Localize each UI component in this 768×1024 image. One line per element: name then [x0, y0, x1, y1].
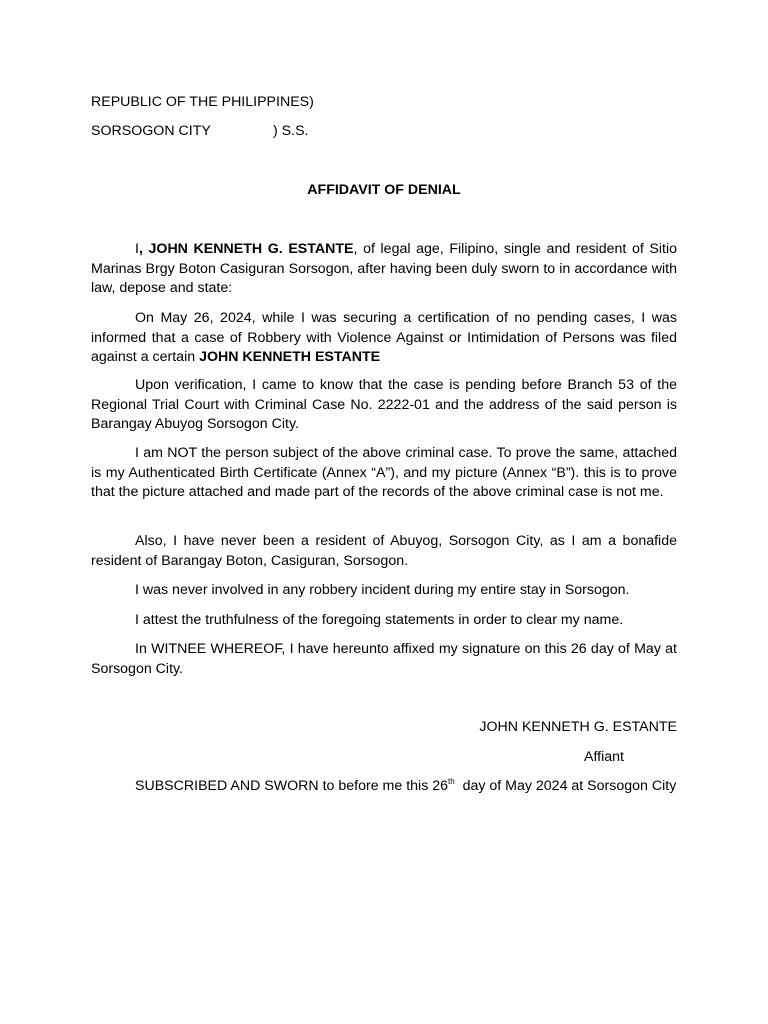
- intro-paragraph: [91, 240, 677, 299]
- paragraph-7: In WITNEE WHEREOF, I have hereunto affixed my signature on this 26 day of May at Sorsogon City.: [91, 641, 677, 677]
- venue-city-line: [91, 122, 309, 142]
- venue-ss: ) S.S.: [273, 123, 309, 139]
- venue-republic: REPUBLIC OF THE PHILIPPINES): [91, 94, 314, 110]
- document-title: AFFIDAVIT OF DENIAL: [307, 182, 461, 198]
- paragraph-5: I was never involved in any robbery incident during my entire stay in Sorsogon.: [135, 582, 630, 598]
- signature-name: JOHN KENNETH G. ESTANTE: [479, 719, 677, 735]
- paragraph-2: Upon verification, I came to know that the case is pending before Branch 53 of the Regional Trial Court with Criminal Case No. 2222-01 and the address of the said person is Barangay Abuyog Sorsogon City.: [91, 377, 677, 433]
- paragraph-1-name: JOHN KENNETH ESTANTE: [199, 349, 381, 366]
- affiant-name-bold: , JOHN KENNETH G. ESTANTE: [138, 241, 354, 257]
- paragraph-6: I attest the truthfulness of the foregoing statements in order to clear my name.: [135, 612, 624, 628]
- intro-prefix: I: [135, 241, 139, 257]
- jurat-superscript: th: [448, 777, 455, 786]
- paragraph-1-text: On May 26, 2024, while I was securing a certification of no pending cases, I was informed that a case of Robbery with Violence Against or Intimidation of Persons was filed against a certain: [91, 310, 677, 366]
- paragraph-4: Also, I have never been a resident of Abuyog, Sorsogon City, as I am a bonafide resident of Barangay Boton, Casiguran, Sorsogon.: [91, 533, 677, 569]
- venue-city: SORSOGON CITY: [91, 123, 211, 139]
- jurat-paragraph: [91, 777, 677, 797]
- signature-title: Affiant: [584, 749, 624, 765]
- jurat-after: day of May 2024 at Sorsogon City: [454, 778, 677, 794]
- jurat-before: SUBSCRIBED AND SWORN to before me this 26: [135, 778, 449, 794]
- intro-rest: , of legal age, Filipino, single and resident of Sitio Marinas Brgy Boton Casiguran Sorsogon, after having been duly sworn to in accordance with law, depose and state:: [91, 241, 677, 297]
- paragraph-1: [91, 309, 677, 368]
- paragraph-3: I am NOT the person subject of the above criminal case. To prove the same, attached is my Authenticated Birth Certificate (Annex “A”), and my picture (Annex “B”). this is to prove that the picture attached and made part of the records of the above criminal case is not me.: [91, 445, 677, 501]
